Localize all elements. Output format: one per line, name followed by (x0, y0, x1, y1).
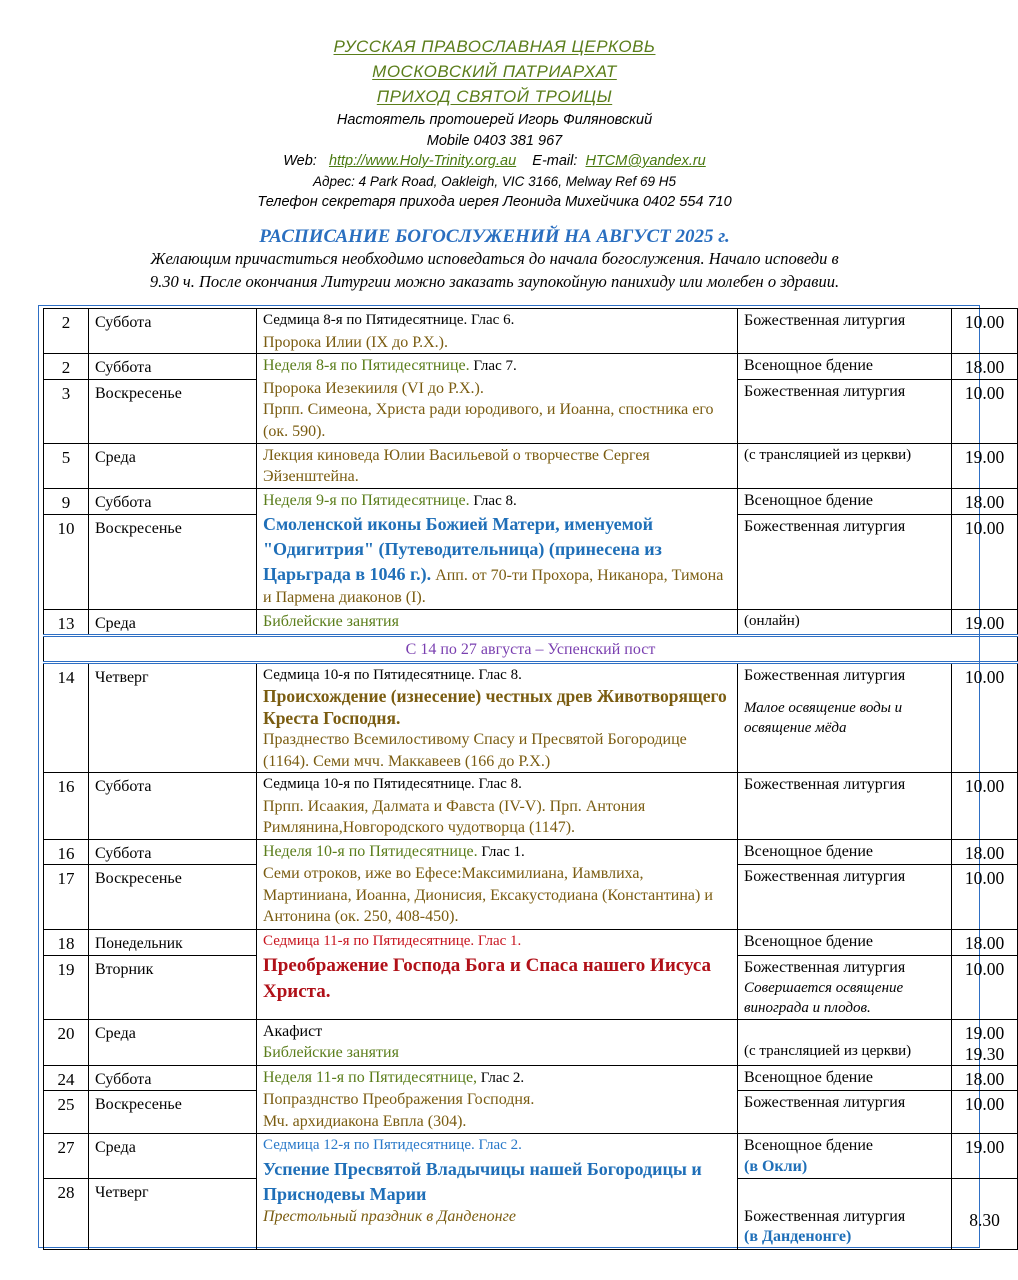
service-time: 10.00 (952, 773, 1018, 840)
day-number: 13 (44, 609, 89, 636)
service-type: Всенощное бдение (738, 839, 952, 865)
weekday: Суббота (89, 839, 257, 865)
service-type: Всенощное бдение (738, 488, 952, 514)
schedule-table (43, 308, 1018, 1250)
weekday: Воскресенье (89, 1091, 257, 1134)
service-type: Божественная литургия (738, 379, 952, 443)
day-number: 27 (44, 1134, 89, 1179)
email-label: E-mail: (532, 153, 578, 169)
service-type: (онлайн) (738, 609, 952, 636)
day-number: 18 (44, 930, 89, 956)
service-description: Седмица 10-я по Пятидесятнице. Глас 8. Прпп. Исаакия, Далмата и Фавста (IV-V). Прп. Антония Римлянина,Новгородского чудотворца (1147). (257, 773, 738, 840)
weekday: Суббота (89, 488, 257, 514)
service-description: Акафист Библейские занятия (257, 1019, 738, 1065)
address-line: Адрес: 4 Park Road, Oakleigh, VIC 3166, Melway Ref 69 H5 (313, 174, 676, 189)
table-row (44, 930, 1018, 956)
church-name: РУССКАЯ ПРАВОСЛАВНАЯ ЦЕРКОВЬ (333, 37, 656, 56)
weekday: Понедельник (89, 930, 257, 956)
weekday: Четверг (89, 1179, 257, 1250)
service-type: (с трансляцией из церкви) (738, 1019, 952, 1065)
service-description: Неделя 8-я по Пятидесятнице. Глас 7. Пророка Иезекииля (VI до Р.Х.). Прпп. Симеона, Христа ради юродивого, и Иоанна, спостника его (ок. 590). (257, 354, 738, 444)
service-time: 18.00 (952, 488, 1018, 514)
day-number: 5 (44, 443, 89, 488)
secretary-phone-line: Телефон секретаря прихода иерея Леонида Михейчика 0402 554 710 (257, 194, 732, 210)
service-description: Библейские занятия (257, 609, 738, 636)
fast-banner-row (44, 636, 1018, 663)
table-row (44, 1134, 1018, 1179)
weekday: Вторник (89, 955, 257, 1019)
fast-banner: С 14 по 27 августа – Успенский пост (44, 636, 1018, 663)
service-type: Божественная литургия (738, 865, 952, 930)
service-time: 18.00 (952, 1065, 1018, 1091)
day-number: 20 (44, 1019, 89, 1065)
day-number: 2 (44, 354, 89, 380)
service-type: Божественная литургия (738, 514, 952, 609)
service-description: Седмица 8-я по Пятидесятнице. Глас 6. Пророка Илии (IX до Р.Х.). (257, 309, 738, 354)
service-time: 10.00 (952, 1091, 1018, 1134)
day-number: 10 (44, 514, 89, 609)
day-number: 3 (44, 379, 89, 443)
table-row (44, 839, 1018, 865)
web-label: Web: (283, 153, 317, 169)
service-type: Божественная литургия (738, 309, 952, 354)
day-number: 17 (44, 865, 89, 930)
patriarchate-name: МОСКОВСКИЙ ПАТРИАРХАТ (372, 62, 617, 81)
service-description: Седмица 12-я по Пятидесятнице. Глас 2. Успение Пресвятой Владычицы нашей Богородицы и Приснодевы Марии Престольный праздник в Данденонге (257, 1134, 738, 1250)
table-row (44, 354, 1018, 380)
service-type: Всенощное бдение (738, 1065, 952, 1091)
service-time: 10.00 (952, 514, 1018, 609)
day-number: 25 (44, 1091, 89, 1134)
service-type: Божественная литургия Малое освящение воды и освящение мёда (738, 662, 952, 773)
day-number: 19 (44, 955, 89, 1019)
weekday: Суббота (89, 1065, 257, 1091)
service-time: 18.00 (952, 839, 1018, 865)
weekday: Среда (89, 443, 257, 488)
service-time: 19.00 (952, 609, 1018, 636)
table-row (44, 309, 1018, 354)
table-row (44, 443, 1018, 488)
day-number: 9 (44, 488, 89, 514)
service-time: 10.00 (952, 955, 1018, 1019)
table-row (44, 662, 1018, 773)
weekday: Воскресенье (89, 865, 257, 930)
weekday: Среда (89, 1019, 257, 1065)
service-type: Божественная литургия Совершается освящение винограда и плодов. (738, 955, 952, 1019)
table-row (44, 609, 1018, 636)
service-type: Всенощное бдение (738, 354, 952, 380)
table-row (44, 773, 1018, 840)
weekday: Суббота (89, 309, 257, 354)
table-row (44, 488, 1018, 514)
service-description: Неделя 10-я по Пятидесятнице. Глас 1. Семи отроков, иже во Ефесе:Максимилиана, Иамвлиха, Мартиниана, Иоанна, Дионисия, Ексакустодиана (Константина) и Антонина (ок. 250, 408-450). (257, 839, 738, 930)
service-time: 8.30 (952, 1179, 1018, 1250)
service-time: 10.00 (952, 309, 1018, 354)
weekday: Среда (89, 609, 257, 636)
service-time: 19.00 (952, 1134, 1018, 1179)
table-row (44, 1065, 1018, 1091)
day-number: 24 (44, 1065, 89, 1091)
day-number: 16 (44, 839, 89, 865)
parish-name: ПРИХОД СВЯТОЙ ТРОИЦЫ (376, 87, 613, 106)
weekday: Среда (89, 1134, 257, 1179)
service-time: 18.00 (952, 354, 1018, 380)
service-type: Божественная литургия (в Данденонге) (738, 1179, 952, 1250)
service-type: Божественная литургия (738, 1091, 952, 1134)
service-description: Неделя 11-я по Пятидесятнице, Глас 2. Попразднство Преображения Господня. Мч. архидиакона Евпла (304). (257, 1065, 738, 1134)
service-type: (с трансляцией из церкви) (738, 443, 952, 488)
weekday: Воскресенье (89, 379, 257, 443)
weekday: Суббота (89, 773, 257, 840)
service-time: 10.00 (952, 662, 1018, 773)
day-number: 14 (44, 662, 89, 773)
website-link[interactable]: http://www.Holy-Trinity.org.au (328, 153, 517, 169)
service-description: Седмица 11-я по Пятидесятнице. Глас 1. Преображение Господа Бога и Спаса нашего Иисуса Христа. (257, 930, 738, 1020)
weekday: Воскресенье (89, 514, 257, 609)
weekday: Суббота (89, 354, 257, 380)
schedule-title: РАСПИСАНИЕ БОГОСЛУЖЕНИЙ НА АВГУСТ 2025 г. (259, 226, 730, 247)
contact-line (0, 153, 989, 169)
service-description: Лекция киноведа Юлии Васильевой о творчестве Сергея Эйзенштейна. (257, 443, 738, 488)
email-link[interactable]: HTCM@yandex.ru (585, 153, 706, 169)
service-type: Всенощное бдение (в Окли) (738, 1134, 952, 1179)
day-number: 16 (44, 773, 89, 840)
service-description: Неделя 9-я по Пятидесятнице. Глас 8. Смоленской иконы Божией Матери, именуемой "Одигитрия" (Путеводительница) (принесена из Царьграда в 1046 г.). Апп. от 70-ти Прохора, Никанора, Тимона и Пармена диаконов (I). (257, 488, 738, 609)
day-number: 28 (44, 1179, 89, 1250)
service-type: Божественная литургия (738, 773, 952, 840)
confession-note-2: 9.30 ч. После окончания Литургии можно заказать заупокойную панихиду или молебен о здравии. (149, 272, 840, 291)
service-time: 19.00 19.30 (952, 1019, 1018, 1065)
table-row (44, 1019, 1018, 1065)
service-time: 19.00 (952, 443, 1018, 488)
service-description: Седмица 10-я по Пятидесятнице. Глас 8. Происхождение (изнесение) честных древ Животворящего Креста Господня. Празднество Всемилостивому Спасу и Пресвятой Богородице (1164). Семи мчч. Маккавеев (166 до Р.Х.) (257, 662, 738, 773)
service-time: 18.00 (952, 930, 1018, 956)
service-type: Всенощное бдение (738, 930, 952, 956)
weekday: Четверг (89, 662, 257, 773)
confession-note-1: Желающим причаститься необходимо исповедаться до начала богослужения. Начало исповеди в (150, 249, 839, 268)
service-time: 10.00 (952, 379, 1018, 443)
service-time: 10.00 (952, 865, 1018, 930)
mobile-line: Mobile 0403 381 967 (426, 133, 563, 149)
day-number: 2 (44, 309, 89, 354)
rector-line: Настоятель протоиерей Игорь Филяновский (336, 112, 653, 128)
